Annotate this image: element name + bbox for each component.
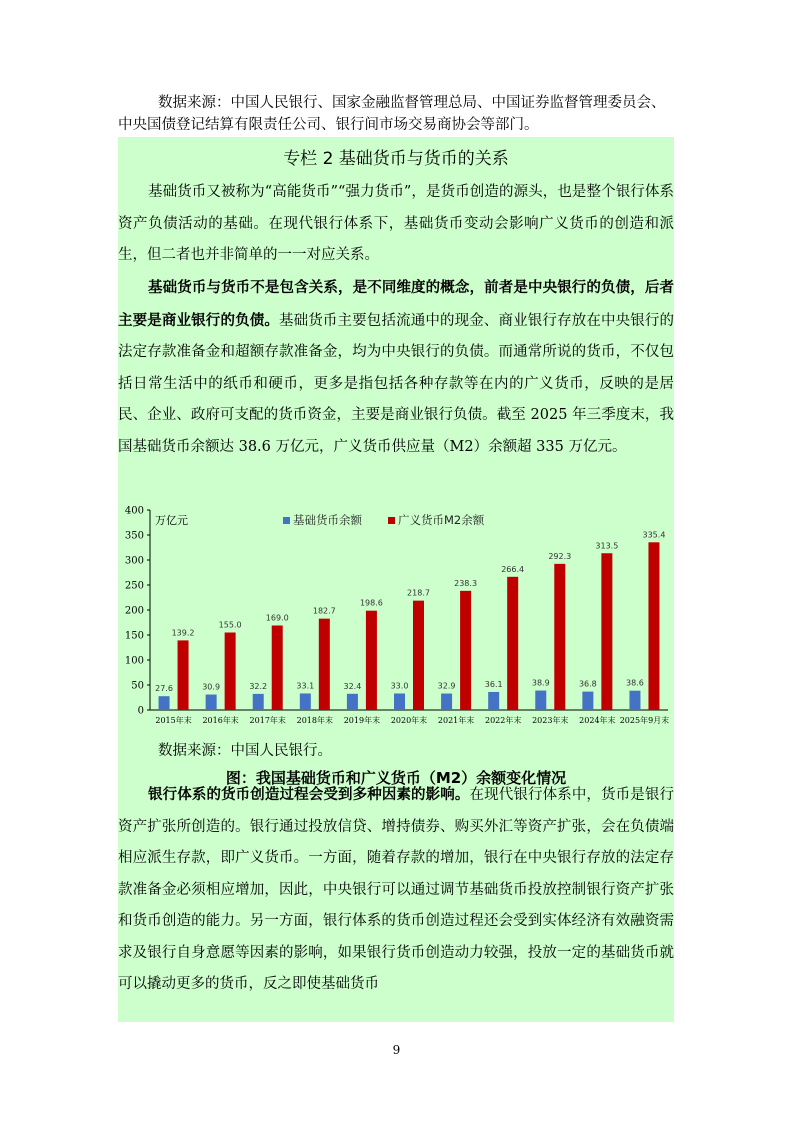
y-tick-label: 250 [124,580,144,592]
money-supply-bar-chart [118,502,674,737]
x-tick-label: 2017年末 [249,716,286,725]
bar-m2 [413,601,424,710]
legend-swatch-0 [283,517,290,524]
data-label: 30.9 [202,682,221,692]
bar-base-money [300,693,311,710]
bar-m2 [272,626,283,711]
bar-base-money [488,692,499,710]
bar-m2 [225,633,236,711]
data-label: 218.7 [407,588,430,598]
bar-base-money [535,691,546,710]
legend-label-1: 广义货币M2余额 [398,513,485,527]
data-label: 36.1 [484,679,503,689]
bar-base-money [582,692,593,710]
y-tick-label: 150 [124,630,144,642]
bar-m2 [554,564,565,710]
y-tick-label: 300 [124,555,144,567]
data-label: 238.3 [454,578,478,588]
column-title: 专栏 2 基础货币与货币的关系 [283,149,509,169]
data-label: 198.6 [359,598,383,608]
bar-base-money [441,694,452,710]
data-label: 182.7 [312,606,336,616]
paragraph-relationship-bold: 基础货币与货币不是包含关系，是不同维度的概念，前者是中央银行的负债，后者主要是商业银行的负债。 [118,279,674,329]
y-axis-unit-label: 万亿元 [155,514,188,527]
data-label: 38.6 [626,678,644,688]
bar-base-money [629,691,640,710]
x-tick-label: 2023年末 [532,716,569,725]
chart-data-source: 数据来源：中国人民银行。 [158,743,332,759]
paragraph-money-creation-bold: 银行体系的货币创造过程会受到多种因素的影响。 [148,786,470,803]
data-label: 32.4 [343,681,362,691]
bar-base-money [206,695,217,710]
paragraph-money-creation [118,779,674,1001]
bar-m2 [601,553,612,710]
data-label: 292.3 [548,551,572,561]
paragraph-relationship [118,272,674,463]
x-tick-label: 2024年末 [579,716,616,725]
page-number: 9 [392,1043,401,1057]
bar-base-money [347,694,358,710]
data-label: 313.5 [595,541,619,551]
y-tick-label: 350 [124,530,144,542]
bar-m2 [178,640,189,710]
data-label: 32.9 [437,681,456,691]
y-tick-label: 100 [124,655,144,667]
data-label: 155.0 [218,620,242,630]
x-tick-label: 2015年末 [155,716,192,725]
bar-m2 [366,611,377,710]
x-tick-label: 2018年末 [296,716,333,725]
bar-m2 [319,619,330,710]
x-tick-label: 2025年9月末 [619,716,670,725]
bar-m2 [648,542,659,710]
data-label: 266.4 [501,564,525,574]
legend-swatch-1 [388,517,395,524]
y-tick-label: 0 [137,705,144,717]
chart-caption: 图：我国基础货币和广义货币（M2）余额变化情况 [225,769,567,787]
data-label: 38.9 [531,678,550,688]
data-label: 335.4 [642,530,666,540]
x-tick-label: 2019年末 [343,716,381,725]
bar-m2 [507,577,518,710]
data-label: 36.8 [578,679,597,689]
y-tick-label: 200 [124,605,144,617]
special-column-box [118,137,674,1022]
x-tick-label: 2022年末 [485,716,522,725]
paragraph-intro: 基础货币又被称为“高能货币”“强力货币”，是货币创造的源头，也是整个银行体系资产负债活动的基础。在现代银行体系下，基础货币变动会影响广义货币的创造和派生，但二者也并非简单的一一对应关系。 [118,184,674,263]
bar-base-money [394,694,405,711]
paragraph-relationship-text: 基础货币主要包括流通中的现金、商业银行存放在中央银行的法定存款准备金和超额存款准备金，均为中央银行的负债。而通常所说的货币，不仅包括日常生活中的纸币和硬币，更多是指包括各种存款等在内的广义货币，反映的是居民、企业、政府可支配的货币资金，主要是商业银行负债。截至 2025 年三季度末，我国基础货币余额达 38.6 万亿元，广义货币供应量（M2）余额超 335 万亿元。 [118,312,675,455]
y-tick-label: 400 [124,505,144,517]
legend-label-0: 基础货币余额 [293,513,362,527]
data-label: 139.2 [171,628,195,638]
x-tick-label: 2016年末 [202,716,239,725]
bar-base-money [253,694,264,710]
data-label: 27.6 [155,684,173,694]
paragraph-money-creation-text: 在现代银行体系中，货币是银行资产扩张所创造的。银行通过投放信贷、增持债券、购买外汇等资产扩张，会在负债端相应派生存款，即广义货币。一方面，随着存款的增加，银行在中央银行存放的法定存款准备金必须相应增加，因此，中央银行可以通过调节基础货币投放控制银行资产扩张和货币创造的能力。另一方面，银行体系的货币创造过程还会受到实体经济有效融资需求及银行自身意愿等因素的影响，如果银行货币创造动力较强，投放一定的基础货币就可以撬动更多的货币，反之即使基础货币 [118,787,675,992]
data-label: 33.0 [390,681,409,691]
bar-base-money [159,696,170,710]
data-label: 32.2 [249,681,268,691]
data-source-top: 数据来源：中国人民银行、国家金融监督管理总局、中国证券监督管理委员会、中央国债登记结算有限责任公司、银行间市场交易商协会等部门。 [118,95,666,133]
x-tick-label: 2021年末 [437,716,475,725]
bar-m2 [460,591,471,710]
y-tick-label: 50 [131,680,144,692]
data-label: 169.0 [265,613,289,623]
x-tick-label: 2020年末 [390,716,428,725]
data-label: 33.1 [296,681,315,691]
